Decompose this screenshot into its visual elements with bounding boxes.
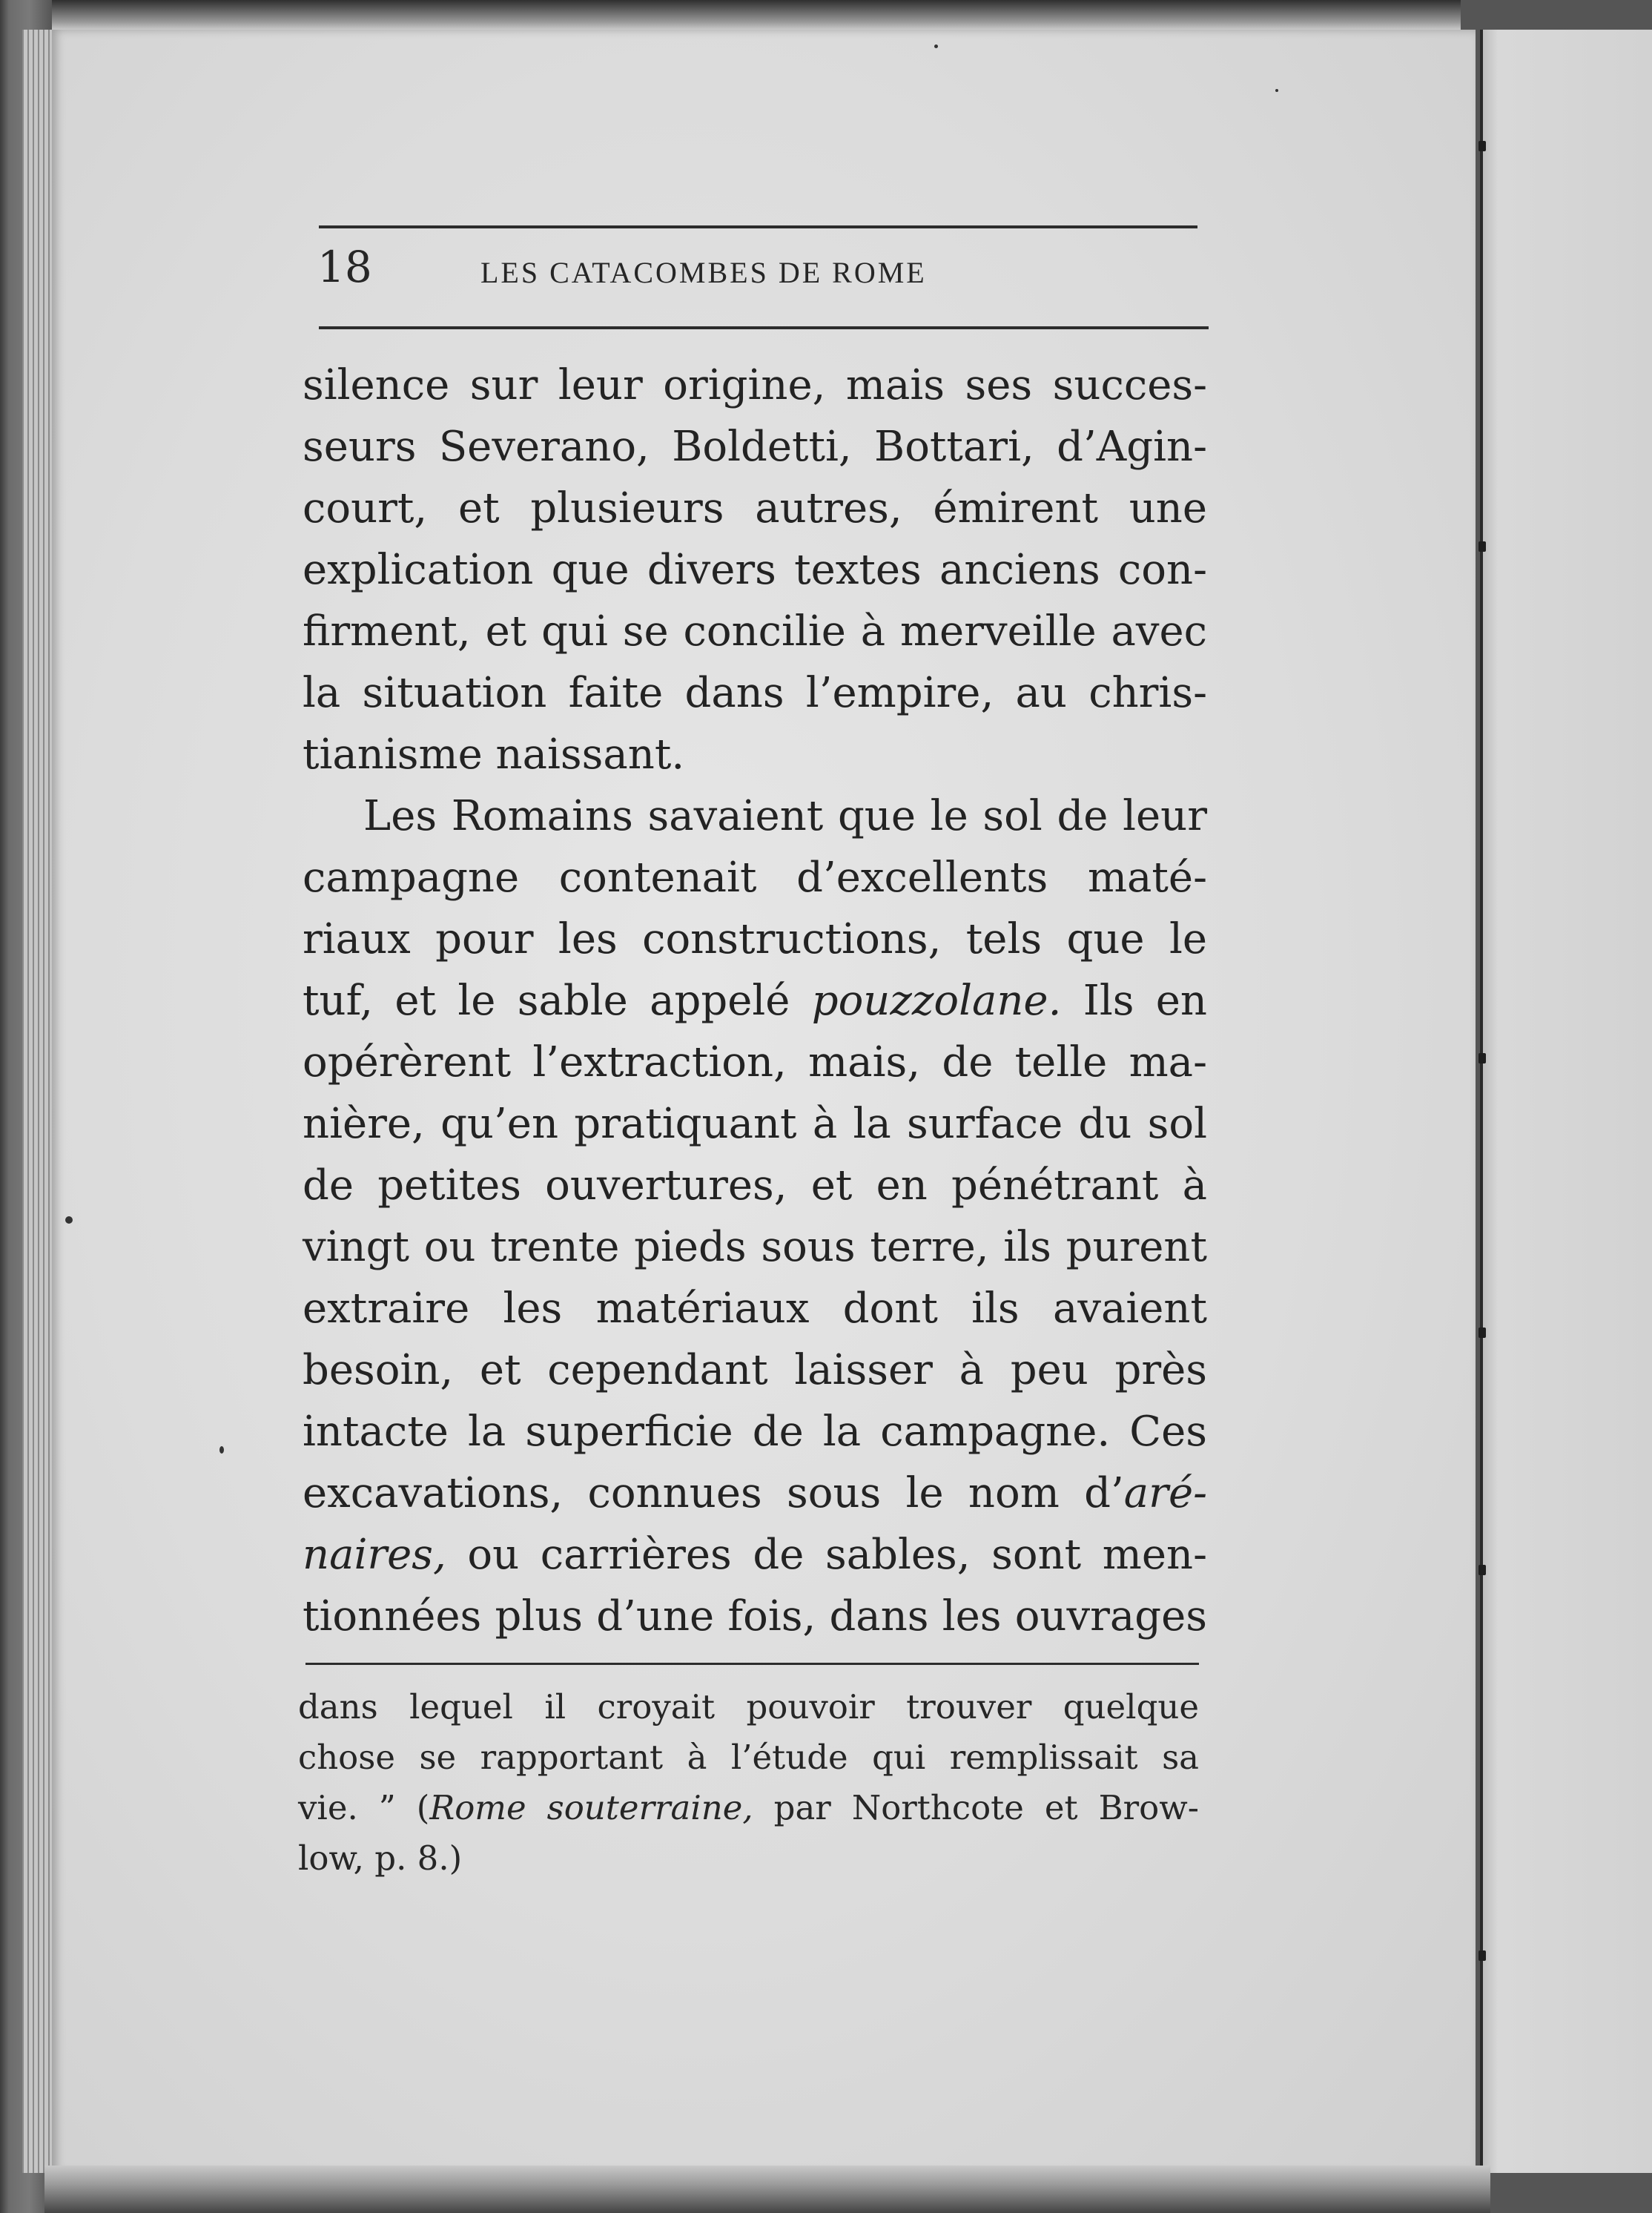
- text-line: [303, 1462, 1207, 1524]
- binding-stitch: [1478, 141, 1486, 151]
- text-line: de petites ouvertures, et en pénétrant à: [303, 1161, 1207, 1210]
- text-segment: Ils en: [1061, 977, 1207, 1025]
- text-line: firment, et qui se concilie à merveille avec: [303, 607, 1207, 656]
- text-line: court, et plusieurs autres, émirent une: [303, 484, 1207, 532]
- page-number: 18: [317, 242, 372, 292]
- text-line: intacte la superficie de la campagne. Ces: [303, 1408, 1207, 1456]
- binding-stitch: [1478, 1565, 1486, 1575]
- text-line: nière, qu’en pratiquant à la surface du sol: [303, 1100, 1207, 1148]
- text-segment: excavations, connues sous le nom d’: [303, 1469, 1124, 1517]
- text-line: la situation faite dans l’empire, au chris-: [303, 669, 1207, 717]
- running-title: LES CATACOMBES DE ROME: [480, 256, 927, 289]
- binding-stitch: [1478, 541, 1486, 552]
- footnote-line: [298, 1783, 1199, 1833]
- header-bottom-rule: [319, 326, 1209, 329]
- text-segment: par Northcote et Brow-: [753, 1788, 1199, 1827]
- text-line: tionnées plus d’une fois, dans les ouvrages: [303, 1592, 1207, 1640]
- text-line: opérèrent l’extraction, mais, de telle ma-: [303, 1038, 1207, 1086]
- text-line: vingt ou trente pieds sous terre, ils purent: [303, 1223, 1207, 1271]
- text-line: campagne contenait d’excellents maté-: [303, 854, 1207, 902]
- text-line: riaux pour les constructions, tels que le: [303, 915, 1207, 963]
- header-top-rule: [319, 225, 1197, 228]
- text-line: explication que divers textes anciens con-: [303, 546, 1207, 594]
- text-line: silence sur leur origine, mais ses succes-: [303, 361, 1207, 409]
- binding-stitch: [1478, 1950, 1486, 1961]
- facing-page-edge: [1483, 30, 1652, 2173]
- text-line: tianisme naissant.: [303, 730, 685, 779]
- scan-top-edge: [52, 0, 1461, 30]
- footnote: [298, 1682, 1199, 1884]
- text-line: Les Romains savaient que le sol de leur: [363, 792, 1207, 840]
- main-text: [303, 354, 1207, 1647]
- text-line: seurs Severano, Boldetti, Bottari, d’Agin-: [303, 423, 1207, 471]
- footnote-line: dans lequel il croyait pouvoir trouver quelque: [298, 1687, 1199, 1726]
- italic-term: naires,: [303, 1531, 446, 1579]
- footnote-line: low, p. 8.): [298, 1838, 463, 1878]
- text-segment: tuf, et le sable appelé: [303, 977, 812, 1025]
- running-head: [317, 237, 1207, 297]
- binding-stitch: [1478, 1053, 1486, 1063]
- text-line: [303, 1524, 1207, 1586]
- text-segment: ou carrières de sables, sont men-: [446, 1531, 1207, 1579]
- text-line: extraire les matériaux dont ils avaient: [303, 1284, 1207, 1333]
- scan-bottom-edge: [44, 2166, 1490, 2213]
- text-line: besoin, et cependant laisser à peu près: [303, 1346, 1207, 1394]
- italic-term: aré-: [1123, 1469, 1207, 1517]
- text-segment: vie. ” (: [298, 1788, 430, 1827]
- footnote-rule: [305, 1663, 1199, 1665]
- italic-term: pouzzolane.: [811, 977, 1062, 1025]
- book-gutter: [1480, 30, 1483, 2173]
- text-line: [303, 970, 1207, 1032]
- italic-title: Rome souterraine,: [429, 1788, 753, 1827]
- page-stack-edges: [22, 30, 52, 2173]
- footnote-line: chose se rapportant à l’étude qui remplissait sa: [298, 1738, 1199, 1777]
- binding-stitch: [1478, 1328, 1486, 1338]
